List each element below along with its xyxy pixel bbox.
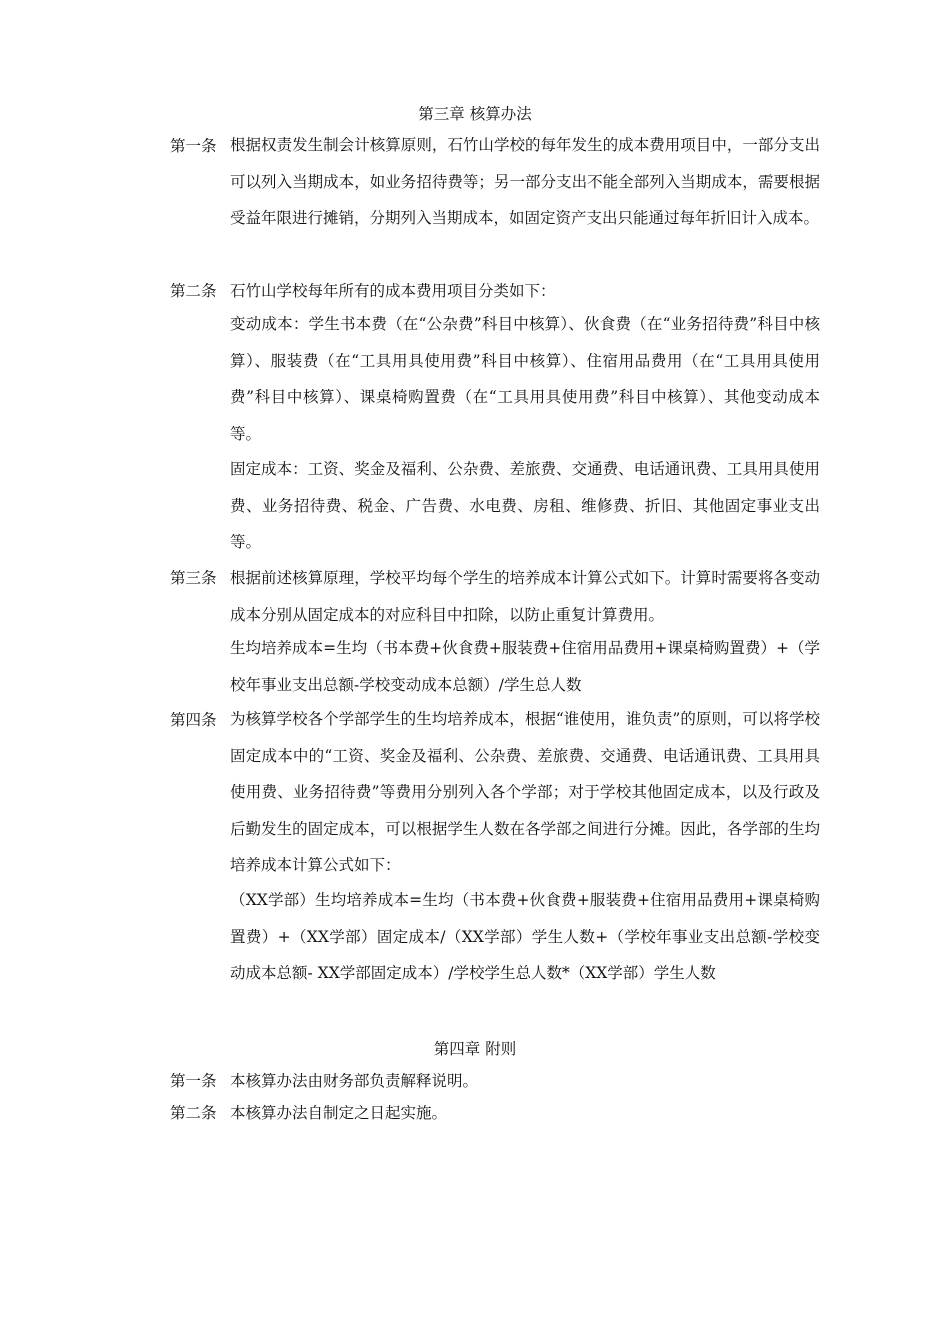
chapter-4-title: 第四章 附则 (433, 1040, 517, 1058)
chapter-3-article-2-variable-costs: 变动成本：学生书本费（在“公杂费”科目中核算）、伙食费（在“业务招待费”科目中核算）、服装费（在“工具用具使用费”科目中核算）、住宿用品费用（在“工具用具使用费”科目中核算）、课桌椅购置费（在“工具用具使用费”科目中核算）、其他变动成本等。 (230, 315, 820, 443)
chapter-4-article-1-label: 第一条 (170, 1072, 217, 1090)
chapter-3-article-3-formula: 生均培养成本=生均（书本费+伙食费+服装费+住宿用品费用+课桌椅购置费）+（学校年事业支出总额-学校变动成本总额）/学生总人数 (230, 639, 820, 694)
chapter-4-article-2-paragraph-1: 本核算办法自制定之日起实施。 (230, 1104, 448, 1122)
chapter-3-article-4-formula: （XX学部）生均培养成本=生均（书本费+伙食费+服装费+住宿用品费用+课桌椅购置费）+（XX学部）固定成本/（XX学部）学生人数+（学校年事业支出总额-学校变动成本总额- XX学部固定成本）/学校学生总人数*（XX学部）学生人数 (230, 891, 820, 982)
chapter-3-article-1-label: 第一条 (170, 137, 217, 155)
chapter-3-article-4-label: 第四条 (170, 711, 217, 729)
chapter-3-title: 第三章 核算办法 (418, 105, 532, 123)
chapter-3-article-4-paragraph-1: 为核算学校各个学部学生的生均培养成本，根据“谁使用，谁负责”的原则，可以将学校固定成本中的“工资、奖金及福利、公杂费、差旅费、交通费、电话通讯费、工具用具使用费、业务招待费”等费用分别列入各个学部；对于学校其他固定成本，以及行政及后勤发生的固定成本，可以根据学生人数在各学部之间进行分摊。因此，各学部的生均培养成本计算公式如下： (230, 710, 820, 874)
chapter-3-article-3-paragraph-1: 根据前述核算原理，学校平均每个学生的培养成本计算公式如下。计算时需要将各变动成本分别从固定成本的对应科目中扣除，以防止重复计算费用。 (230, 569, 820, 624)
chapter-3-article-2-label: 第二条 (170, 282, 217, 300)
chapter-3-article-1-paragraph-1: 根据权责发生制会计核算原则，石竹山学校的每年发生的成本费用项目中，一部分支出可以列入当期成本，如业务招待费等；另一部分支出不能全部列入当期成本，需要根据受益年限进行摊销，分期列入当期成本，如固定资产支出只能通过每年折旧计入成本。 (230, 136, 820, 227)
chapter-3-article-2-paragraph-1: 石竹山学校每年所有的成本费用项目分类如下： (230, 282, 556, 300)
chapter-4-article-1-paragraph-1: 本核算办法由财务部负责解释说明。 (230, 1072, 479, 1090)
chapter-3-article-3-label: 第三条 (170, 569, 217, 587)
chapter-3-article-2-fixed-costs: 固定成本：工资、奖金及福利、公杂费、差旅费、交通费、电话通讯费、工具用具使用费、业务招待费、税金、广告费、水电费、房租、维修费、折旧、其他固定事业支出等。 (230, 460, 820, 551)
chapter-4-article-2-label: 第二条 (170, 1104, 217, 1122)
